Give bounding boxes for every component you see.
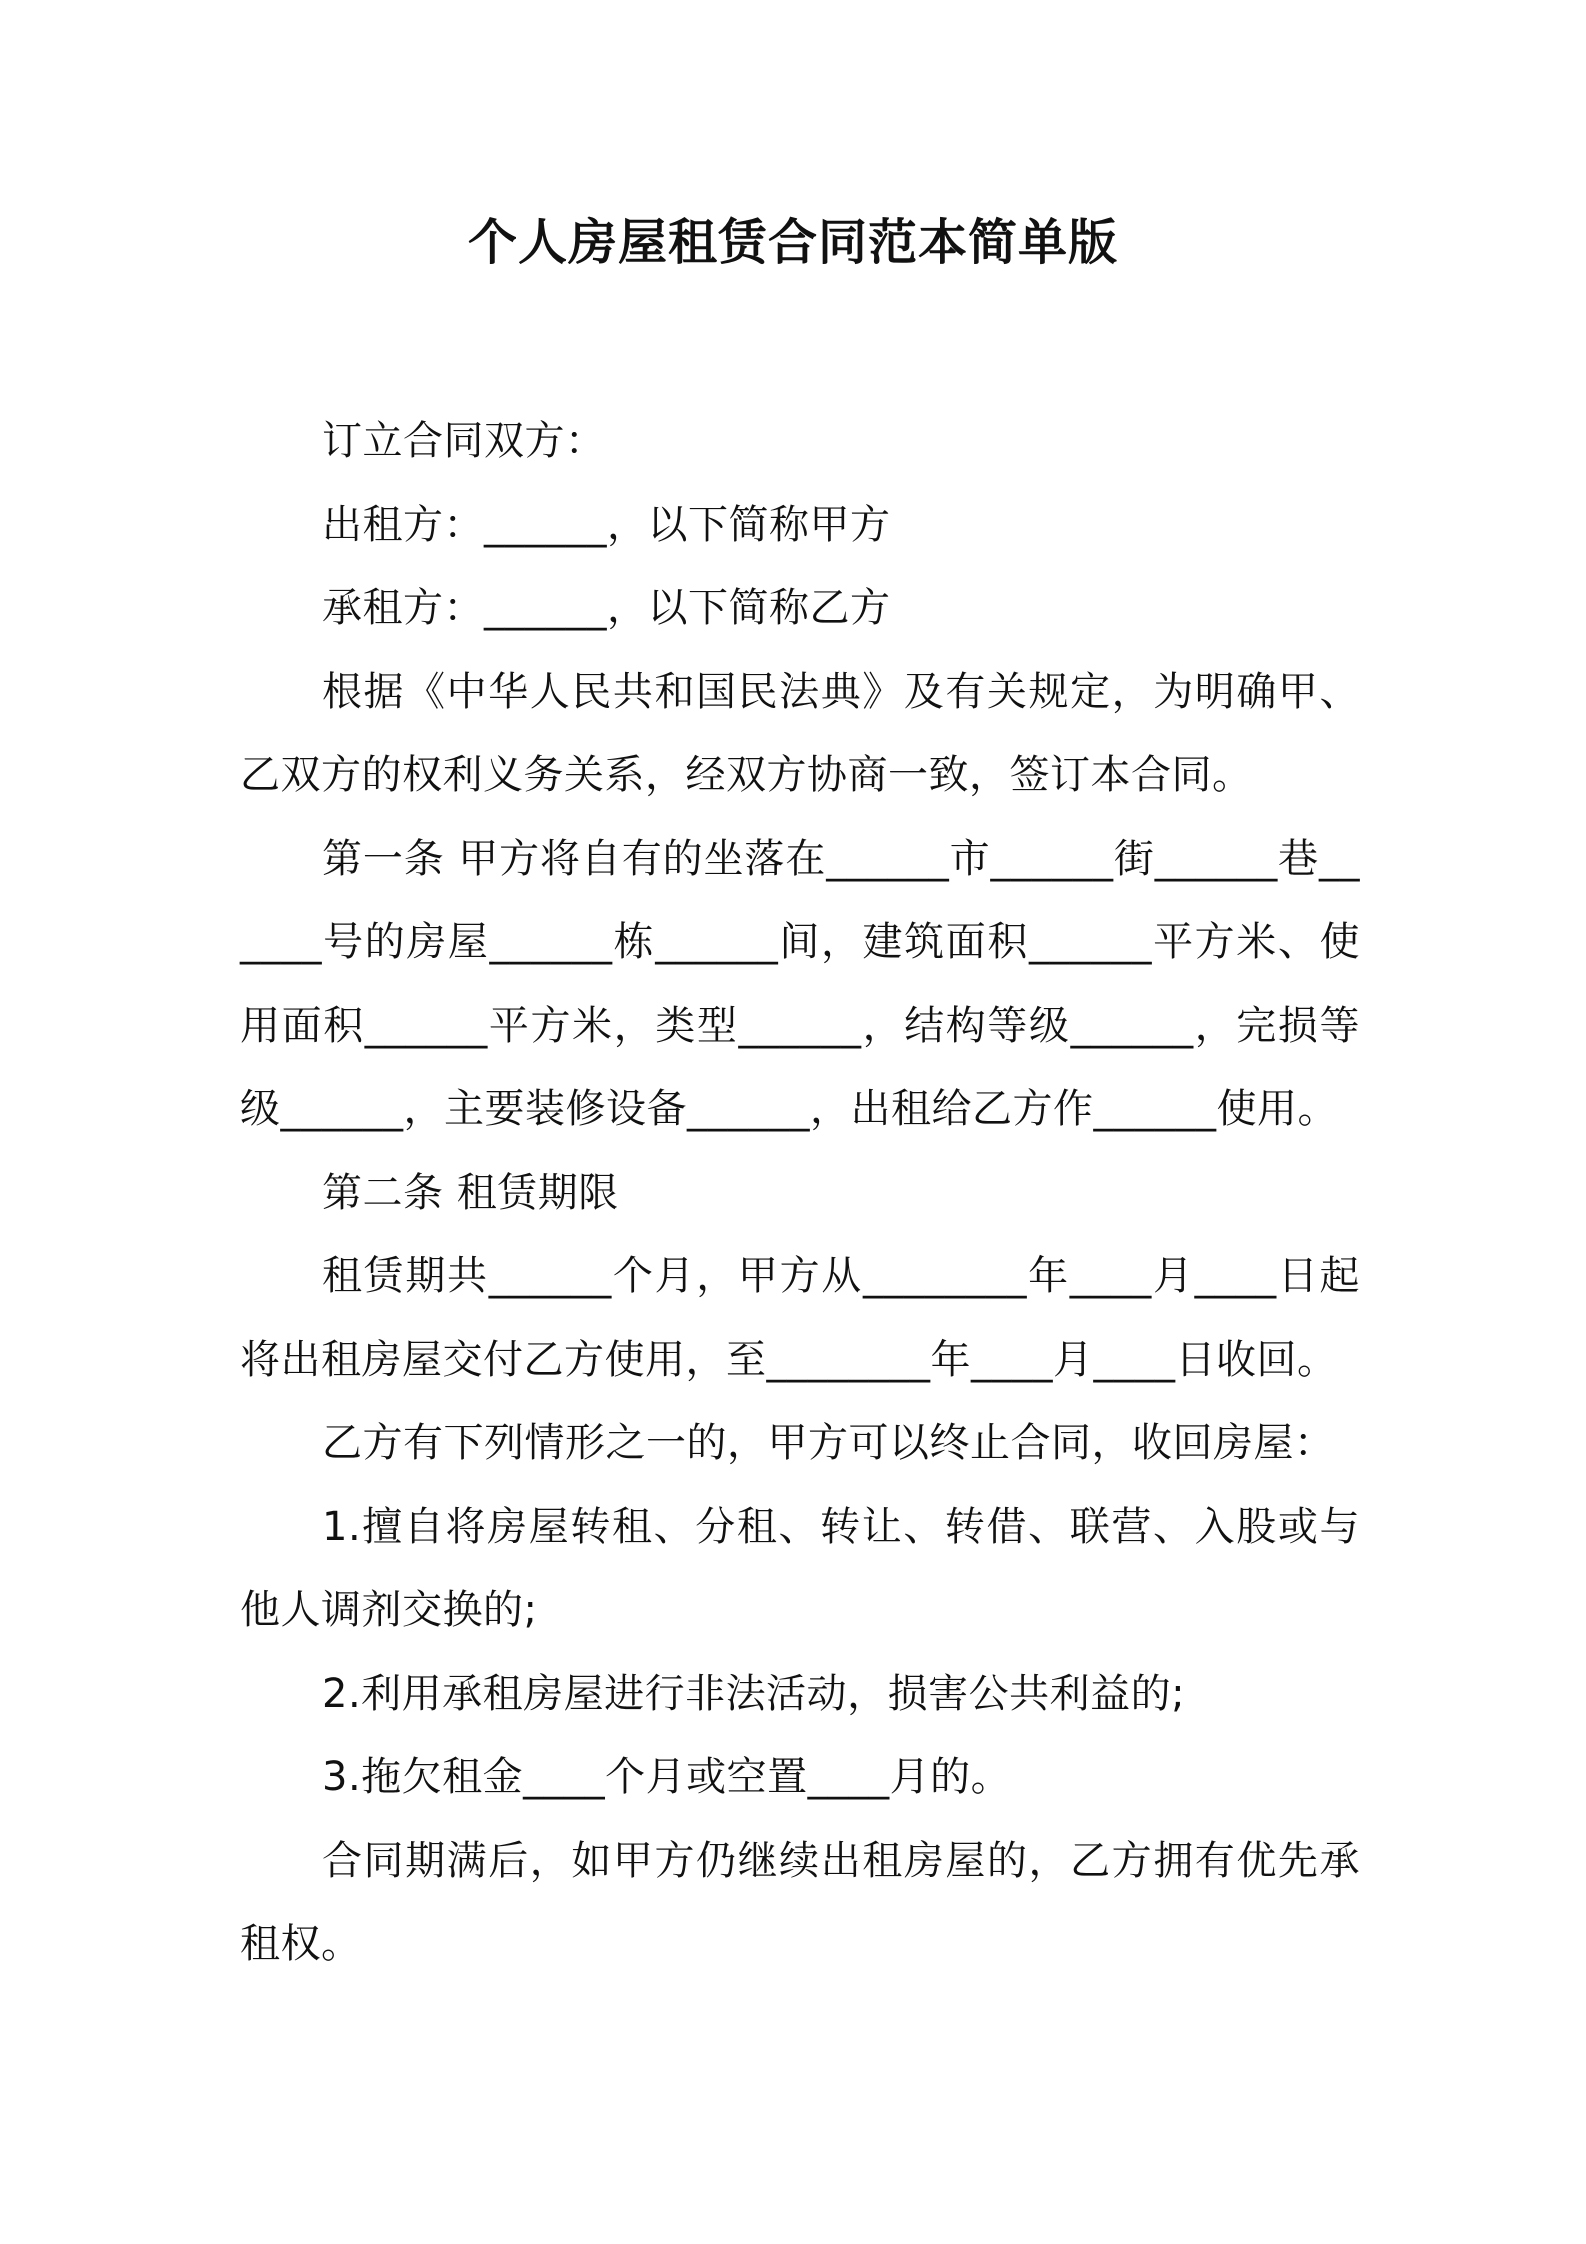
paragraph-article-two-heading: 第二条 租赁期限 bbox=[322, 1169, 619, 1216]
paragraph-lease-term: 租赁期共______个月，甲方从________年____月____日起将出租房屋交付乙方使用，至________年____月____日收回。 bbox=[240, 1253, 1360, 1383]
paragraph-lessor: 出租方：______，以下简称甲方 bbox=[322, 501, 891, 548]
paragraph-termination-conditions: 乙方有下列情形之一的，甲方可以终止合同，收回房屋： bbox=[322, 1420, 1335, 1466]
paragraph-lessee: 承租方：______，以下简称乙方 bbox=[322, 585, 891, 631]
document-body bbox=[240, 400, 1360, 1987]
paragraph-legal-basis: 根据《中华人民共和国民法典》及有关规定，为明确甲、乙双方的权利义务关系，经双方协商一致，签订本合同。 bbox=[240, 668, 1360, 798]
document-title: 个人房屋租赁合同范本简单版 bbox=[467, 214, 1118, 271]
paragraph-article-one: 第一条 甲方将自有的坐落在______市______街______巷______号的房屋______栋______间，建筑面积______平方米、使用面积______平方米，类型______，结构等级______，完损等级______，主要装修设备______，出租给乙方作______使用。 bbox=[240, 835, 1360, 1132]
list-item-sublease: 1.擅自将房屋转租、分租、转让、转借、联营、入股或与他人调剂交换的; bbox=[240, 1503, 1360, 1633]
paragraph-priority-renewal: 合同期满后，如甲方仍继续出租房屋的，乙方拥有优先承租权。 bbox=[240, 1837, 1360, 1967]
list-item-illegal-activity: 2.利用承租房屋进行非法活动，损害公共利益的; bbox=[322, 1670, 1186, 1717]
paragraph-contract-parties: 订立合同双方： bbox=[322, 418, 606, 464]
list-item-rent-arrears: 3.拖欠租金____个月或空置____月的。 bbox=[322, 1754, 1012, 1800]
